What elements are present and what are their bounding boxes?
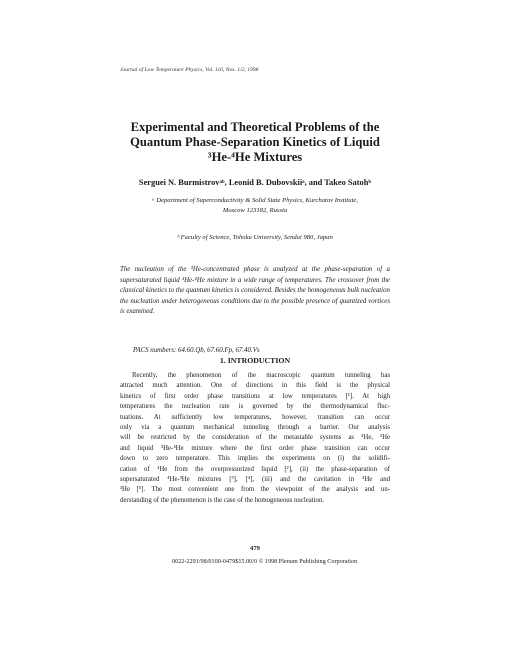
body-line: attracted much attention. One of directions in this field is the physical [120, 382, 390, 390]
title-line-3: ³He-⁴He Mixtures [207, 150, 303, 164]
body-line: Recently, the phenomenon of the macroscopic quantum tunneling has [132, 372, 390, 379]
body-line: down to zero temperature. This implies the experiments on (i) the solidifi- [120, 455, 390, 463]
body-line: kinetics of first order phase transitions at low temperatures [¹]. At high [120, 392, 390, 400]
author-list: Serguei N. Burmistrovᵃᵇ, Leonid B. Dubovskiiᵃ, and Takeo Satohᵇ [138, 178, 372, 187]
affiliation-b-line-1: ᵇ Faculty of Science, Tohoku University, Sendai 980, Japan [177, 234, 333, 241]
title-line-2: Quantum Phase-Separation Kinetics of Liquid [130, 135, 380, 149]
affiliation-a-line-1: ᵃ Department of Superconductivity & Solid State Physics, Kurchatov Institute, [152, 197, 358, 204]
title-line-1: Experimental and Theoretical Problems of the [130, 120, 380, 134]
introduction-body [120, 371, 390, 506]
body-line: only via a quantum mechanical tunneling through a barrier. Our analysis [120, 423, 390, 431]
body-line: will be restricted by the consideration of the metastable systems as ⁴He, ³He [120, 434, 390, 442]
body-line: and liquid ³He-⁴He mixture where the first order phase transition can occur [120, 444, 390, 452]
body-line: ³He [⁵]. The most convenient one from the viewpoint of the analysis and un- [120, 486, 390, 494]
section-heading: 1. INTRODUCTION [219, 356, 291, 365]
paper-title [100, 120, 410, 165]
journal-reference: Journal of Low Temperature Physics, Vol. 110, Nos. 1/2, 1998 [120, 67, 259, 73]
body-line: derstanding of the phenomenon is the case of the homogeneous nucleation. [120, 496, 325, 504]
affiliation-a [120, 196, 390, 215]
abstract-text: The nucleation of the ³He-concentrated phase is analyzed at the phase-separation of a supersaturated liquid ³He-⁴He mixture in a wide range of temperatures. The crossover from the classical kinetics to the quantum kinetics is considered. Besides the homogeneous bulk nucleation the nucleation under heterogeneous conditions due to the possible presence of quantized vortices is examined. [120, 266, 390, 316]
body-line: cation of ⁴He from the overpressurized liquid [²], (ii) the phase-separation of [120, 465, 390, 473]
abstract [120, 265, 390, 318]
copyright-line: 0022-2291/98/0100-0479$15.00/0 © 1998 Plenum Publishing Corporation [172, 558, 358, 565]
body-line: tuations. At sufficiently low temperatures, however, transition can occur [120, 413, 390, 421]
pacs-numbers: PACS numbers: 64.60.Qb, 67.60.Fp, 67.40.Vs [133, 347, 260, 354]
body-line: temperatures the nucleation rate is governed by the thermodynamical fluc- [120, 403, 390, 411]
page-number: 479 [250, 545, 260, 552]
affiliation-b [120, 233, 390, 243]
affiliation-a-line-2: Moscow 123182, Russia [222, 206, 288, 214]
body-line: supersaturated ⁴He-³He mixtures [³], [⁴], (iii) and the cavitation in ⁴He and [120, 475, 390, 483]
